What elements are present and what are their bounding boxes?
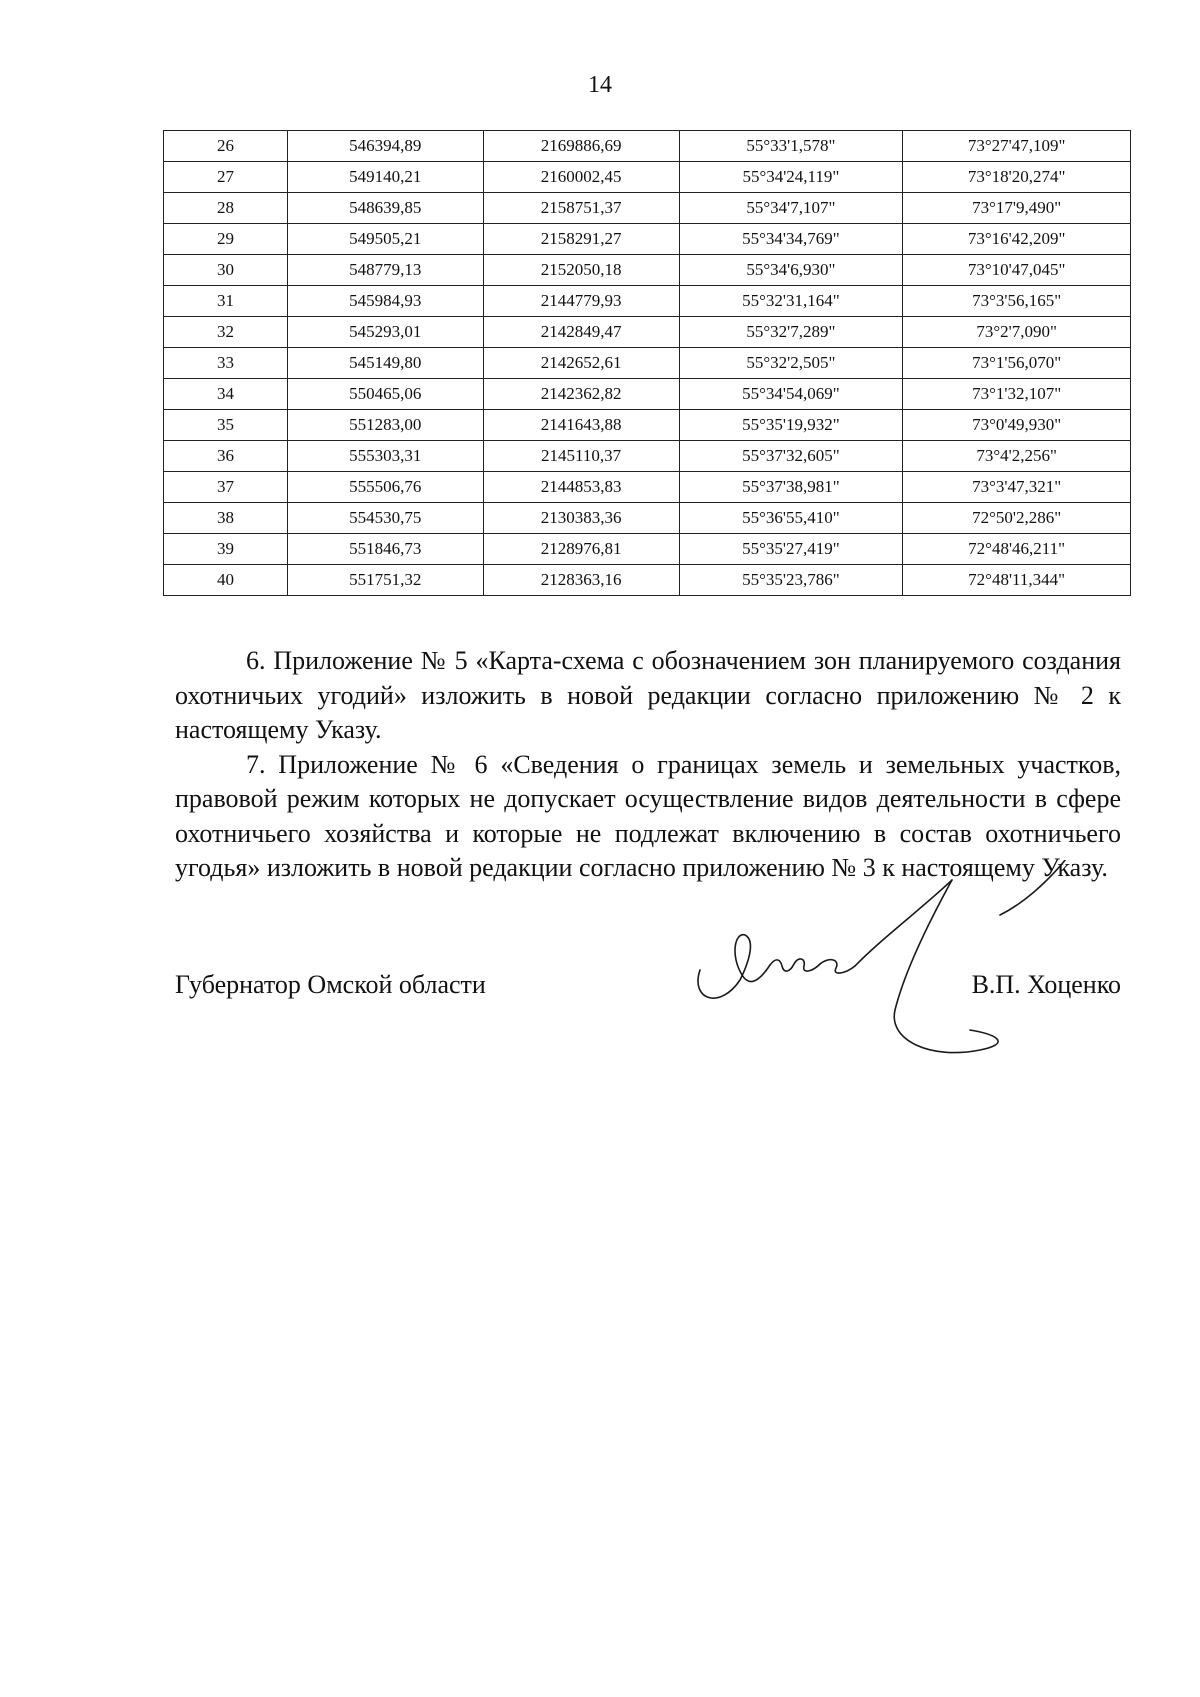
- latitude-cell: 55°33'1,578": [679, 131, 903, 162]
- y-coordinate-cell: 2169886,69: [483, 131, 679, 162]
- x-coordinate-cell: 548639,85: [287, 193, 483, 224]
- point-number-cell: 34: [164, 379, 288, 410]
- table-row: [164, 162, 1131, 193]
- point-number-cell: 38: [164, 503, 288, 534]
- table-row: [164, 193, 1131, 224]
- longitude-cell: 73°2'7,090": [903, 317, 1131, 348]
- point-number-cell: 40: [164, 565, 288, 596]
- latitude-cell: 55°35'27,419": [679, 534, 903, 565]
- point-number-cell: 26: [164, 131, 288, 162]
- latitude-cell: 55°34'6,930": [679, 255, 903, 286]
- point-number-cell: 39: [164, 534, 288, 565]
- x-coordinate-cell: 545984,93: [287, 286, 483, 317]
- y-coordinate-cell: 2141643,88: [483, 410, 679, 441]
- x-coordinate-cell: 551283,00: [287, 410, 483, 441]
- longitude-cell: 73°4'2,256": [903, 441, 1131, 472]
- x-coordinate-cell: 546394,89: [287, 131, 483, 162]
- latitude-cell: 55°32'7,289": [679, 317, 903, 348]
- coordinates-table-body: [164, 131, 1131, 596]
- y-coordinate-cell: 2144853,83: [483, 472, 679, 503]
- longitude-cell: 72°50'2,286": [903, 503, 1131, 534]
- y-coordinate-cell: 2142362,82: [483, 379, 679, 410]
- latitude-cell: 55°35'19,932": [679, 410, 903, 441]
- page-number: 14: [588, 72, 612, 98]
- y-coordinate-cell: 2142849,47: [483, 317, 679, 348]
- y-coordinate-cell: 2158751,37: [483, 193, 679, 224]
- longitude-cell: 73°3'56,165": [903, 286, 1131, 317]
- x-coordinate-cell: 555506,76: [287, 472, 483, 503]
- x-coordinate-cell: 545149,80: [287, 348, 483, 379]
- latitude-cell: 55°37'32,605": [679, 441, 903, 472]
- x-coordinate-cell: 554530,75: [287, 503, 483, 534]
- point-number-cell: 36: [164, 441, 288, 472]
- point-number-cell: 32: [164, 317, 288, 348]
- document-body: [175, 644, 1121, 886]
- point-number-cell: 35: [164, 410, 288, 441]
- x-coordinate-cell: 549140,21: [287, 162, 483, 193]
- y-coordinate-cell: 2144779,93: [483, 286, 679, 317]
- point-number-cell: 29: [164, 224, 288, 255]
- y-coordinate-cell: 2128976,81: [483, 534, 679, 565]
- latitude-cell: 55°34'24,119": [679, 162, 903, 193]
- table-row: [164, 317, 1131, 348]
- x-coordinate-cell: 551846,73: [287, 534, 483, 565]
- table-row: [164, 224, 1131, 255]
- point-number-cell: 31: [164, 286, 288, 317]
- longitude-cell: 73°17'9,490": [903, 193, 1131, 224]
- y-coordinate-cell: 2128363,16: [483, 565, 679, 596]
- longitude-cell: 73°1'56,070": [903, 348, 1131, 379]
- table-row: [164, 410, 1131, 441]
- latitude-cell: 55°32'31,164": [679, 286, 903, 317]
- longitude-cell: 73°16'42,209": [903, 224, 1131, 255]
- point-number-cell: 28: [164, 193, 288, 224]
- latitude-cell: 55°37'38,981": [679, 472, 903, 503]
- x-coordinate-cell: 551751,32: [287, 565, 483, 596]
- x-coordinate-cell: 545293,01: [287, 317, 483, 348]
- table-row: [164, 441, 1131, 472]
- signatory-name: В.П. Хоценко: [971, 970, 1121, 999]
- table-row: [164, 503, 1131, 534]
- coordinates-table: [163, 130, 1131, 596]
- point-number-cell: 37: [164, 472, 288, 503]
- latitude-cell: 55°34'34,769": [679, 224, 903, 255]
- point-number-cell: 33: [164, 348, 288, 379]
- latitude-cell: 55°34'7,107": [679, 193, 903, 224]
- y-coordinate-cell: 2160002,45: [483, 162, 679, 193]
- latitude-cell: 55°35'23,786": [679, 565, 903, 596]
- table-row: [164, 348, 1131, 379]
- longitude-cell: 73°10'47,045": [903, 255, 1131, 286]
- y-coordinate-cell: 2145110,37: [483, 441, 679, 472]
- y-coordinate-cell: 2152050,18: [483, 255, 679, 286]
- table-row: [164, 534, 1131, 565]
- point-number-cell: 30: [164, 255, 288, 286]
- y-coordinate-cell: 2142652,61: [483, 348, 679, 379]
- x-coordinate-cell: 548779,13: [287, 255, 483, 286]
- longitude-cell: 73°18'20,274": [903, 162, 1131, 193]
- latitude-cell: 55°34'54,069": [679, 379, 903, 410]
- longitude-cell: 73°0'49,930": [903, 410, 1131, 441]
- longitude-cell: 73°1'32,107": [903, 379, 1131, 410]
- x-coordinate-cell: 549505,21: [287, 224, 483, 255]
- x-coordinate-cell: 550465,06: [287, 379, 483, 410]
- point-number-cell: 27: [164, 162, 288, 193]
- paragraph-6: 6. Приложение № 5 «Карта-схема с обозначением зон планируемого создания охотничьих угодий» изложить в новой редакции согласно приложению № 2 к настоящему Указу.: [175, 646, 1121, 744]
- table-row: [164, 286, 1131, 317]
- longitude-cell: 73°27'47,109": [903, 131, 1131, 162]
- table-row: [164, 379, 1131, 410]
- longitude-cell: 73°3'47,321": [903, 472, 1131, 503]
- signatory-position: Губернатор Омской области: [175, 970, 486, 999]
- table-row: [164, 255, 1131, 286]
- longitude-cell: 72°48'46,211": [903, 534, 1131, 565]
- paragraph-7: 7. Приложение № 6 «Сведения о границах земель и земельных участков, правовой режим которых не допускает осуществление видов деятельности в сфере охотничьего хозяйства и которые не подлежат включению в состав охотничьего угодья» изложить в новой редакции согласно приложению № 3 к настоящему Указу.: [175, 749, 1121, 882]
- table-row: [164, 131, 1131, 162]
- table-row: [164, 472, 1131, 503]
- longitude-cell: 72°48'11,344": [903, 565, 1131, 596]
- y-coordinate-cell: 2130383,36: [483, 503, 679, 534]
- table-row: [164, 565, 1131, 596]
- x-coordinate-cell: 555303,31: [287, 441, 483, 472]
- latitude-cell: 55°32'2,505": [679, 348, 903, 379]
- latitude-cell: 55°36'55,410": [679, 503, 903, 534]
- y-coordinate-cell: 2158291,27: [483, 224, 679, 255]
- handwritten-signature: [680, 860, 1080, 1080]
